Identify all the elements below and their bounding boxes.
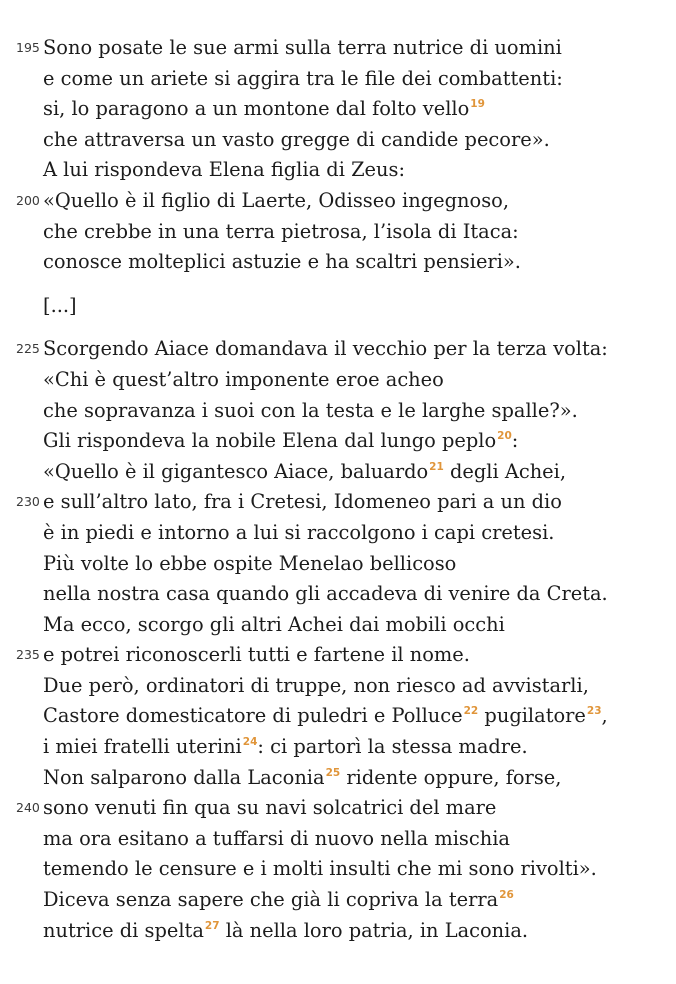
verse-text <box>43 610 505 641</box>
verse-segment: temendo le censure e i molti insulti che mi sono rivolti». <box>43 857 597 881</box>
verse-text <box>43 732 528 763</box>
verse-line <box>0 732 676 763</box>
verse-segment: e potrei riconoscerli tutti e fartene il nome. <box>43 643 470 667</box>
verse-line <box>0 671 676 702</box>
verse-segment: «Chi è quest’altro imponente eroe acheo <box>43 367 444 391</box>
verse-segment: Ma ecco, scorgo gli altri Achei dai mobili occhi <box>43 612 505 636</box>
verse-line <box>0 640 676 671</box>
footnote-marker[interactable]: 19 <box>470 98 485 111</box>
verse-text <box>43 763 561 794</box>
verse-text <box>43 916 528 947</box>
verse-text <box>43 291 77 322</box>
verse-line <box>0 155 676 186</box>
verse-segment: e come un ariete si aggira tra le file dei combattenti: <box>43 66 563 90</box>
verse-segment: Scorgendo Aiace domandava il vecchio per la terza volta: <box>43 337 608 361</box>
verse-line <box>0 549 676 580</box>
footnote-marker[interactable]: 24 <box>242 736 258 749</box>
verse-segment: «Quello è il figlio di Laerte, Odisseo ingegnoso, <box>43 188 509 212</box>
verse-segment: che sopravanza i suoi con la testa e le larghe spalle?». <box>43 398 578 422</box>
verse-segment: pugilatore <box>478 704 586 728</box>
verse-segment: , <box>601 704 608 728</box>
verse-line <box>0 457 676 488</box>
verse-segment: Castore domesticatore di puledri e Polluce <box>43 704 463 728</box>
verse-segment: Più volte lo ebbe ospite Menelao bellicoso <box>43 551 457 575</box>
verse-line <box>0 426 676 457</box>
stanza-gap <box>0 321 676 334</box>
verse-number: 230 <box>16 494 40 510</box>
verse-line <box>0 854 676 885</box>
verse-text <box>43 217 519 248</box>
verse-text <box>43 854 597 885</box>
verse-text <box>43 186 509 217</box>
verse-text <box>43 247 521 278</box>
verse-text <box>43 579 608 610</box>
verse-segment: ridente oppure, forse, <box>340 765 562 789</box>
verse-line <box>0 33 676 64</box>
verse-number: 240 <box>16 800 40 816</box>
verse-text <box>43 549 456 580</box>
verse-line <box>0 94 676 125</box>
verse-segment: [...] <box>43 293 77 317</box>
verse-segment: ma ora esitano a tuffarsi di nuovo nella mischia <box>43 826 510 850</box>
verse-text <box>43 33 562 64</box>
verse-segment: che attraversa un vasto gregge di candide pecore». <box>43 127 550 151</box>
verse-line <box>0 824 676 855</box>
verse-segment: : <box>511 429 519 453</box>
verse-line <box>0 125 676 156</box>
verse-number: 235 <box>16 647 40 663</box>
verse-segment: sono venuti fin qua su navi solcatrici del mare <box>43 796 497 820</box>
verse-text <box>43 457 566 488</box>
verse-line <box>0 334 676 365</box>
stanza-gap <box>0 278 676 291</box>
verse-line <box>0 396 676 427</box>
footnote-marker[interactable]: 27 <box>204 919 220 932</box>
verse-segment: Due però, ordinatori di truppe, non riesco ad avvistarli, <box>43 673 589 697</box>
verse-text <box>43 155 405 186</box>
verse-segment: nutrice di spelta <box>43 918 204 942</box>
verse-text <box>43 94 485 125</box>
verse-segment: e sull’altro lato, fra i Cretesi, Idomeneo pari a un dio <box>43 490 562 514</box>
verse-number: 195 <box>16 40 40 55</box>
verse-text <box>43 671 589 702</box>
footnote-marker[interactable]: 26 <box>499 889 514 902</box>
footnote-marker[interactable]: 20 <box>497 430 512 443</box>
poem-text <box>0 33 676 946</box>
verse-line <box>0 579 676 610</box>
verse-segment: che crebbe in una terra pietrosa, l’isola di Itaca: <box>43 219 519 243</box>
verse-line <box>0 217 676 248</box>
verse-line <box>0 365 676 396</box>
verse-text <box>43 824 510 855</box>
verse-line <box>0 487 676 518</box>
verse-text <box>43 640 470 671</box>
verse-line <box>0 916 676 947</box>
verse-text <box>43 487 562 518</box>
verse-segment: : ci partorì la stessa madre. <box>257 735 528 759</box>
verse-text <box>43 518 554 549</box>
footnote-marker[interactable]: 22 <box>463 705 479 718</box>
verse-number: 200 <box>16 192 40 208</box>
verse-text <box>43 396 578 427</box>
verse-line <box>0 885 676 916</box>
verse-segment: Non salparono dalla Laconia <box>43 765 325 789</box>
verse-text <box>43 334 608 365</box>
verse-segment: A lui rispondeva Elena figlia di Zeus: <box>43 158 406 182</box>
verse-line <box>0 186 676 217</box>
verse-text <box>43 885 514 916</box>
verse-text <box>43 125 550 156</box>
verse-segment: i miei fratelli uterini <box>43 735 242 759</box>
verse-line <box>0 64 676 95</box>
verse-segment: «Quello è il gigantesco Aiace, baluardo <box>43 459 429 483</box>
verse-segment: là nella loro patria, in Laconia. <box>219 918 529 942</box>
verse-line <box>0 518 676 549</box>
verse-line <box>0 701 676 732</box>
verse-line <box>0 793 676 824</box>
verse-text <box>43 793 496 824</box>
verse-text <box>43 365 444 396</box>
footnote-marker[interactable]: 23 <box>586 705 602 718</box>
verse-segment: conosce molteplici astuzie e ha scaltri pensieri». <box>43 250 521 274</box>
verse-segment: è in piedi e intorno a lui si raccolgono i capi cretesi. <box>43 520 555 544</box>
footnote-marker[interactable]: 25 <box>325 766 341 779</box>
verse-line <box>0 291 676 322</box>
verse-segment: nella nostra casa quando gli accadeva di venire da Creta. <box>43 582 608 606</box>
verse-segment: Sono posate le sue armi sulla terra nutrice di uomini <box>43 36 562 59</box>
verse-text <box>43 701 608 732</box>
verse-text <box>43 426 518 457</box>
verse-line <box>0 247 676 278</box>
verse-text <box>43 64 563 95</box>
verse-segment: degli Achei, <box>443 459 567 483</box>
verse-number: 225 <box>16 341 40 357</box>
verse-segment: Diceva senza sapere che già li copriva la terra <box>43 888 499 912</box>
verse-line <box>0 763 676 794</box>
verse-segment: si, lo paragono a un montone dal folto vello <box>43 97 470 121</box>
verse-segment: Gli rispondeva la nobile Elena dal lungo peplo <box>43 429 497 453</box>
verse-line <box>0 610 676 641</box>
footnote-marker[interactable]: 21 <box>429 460 444 473</box>
